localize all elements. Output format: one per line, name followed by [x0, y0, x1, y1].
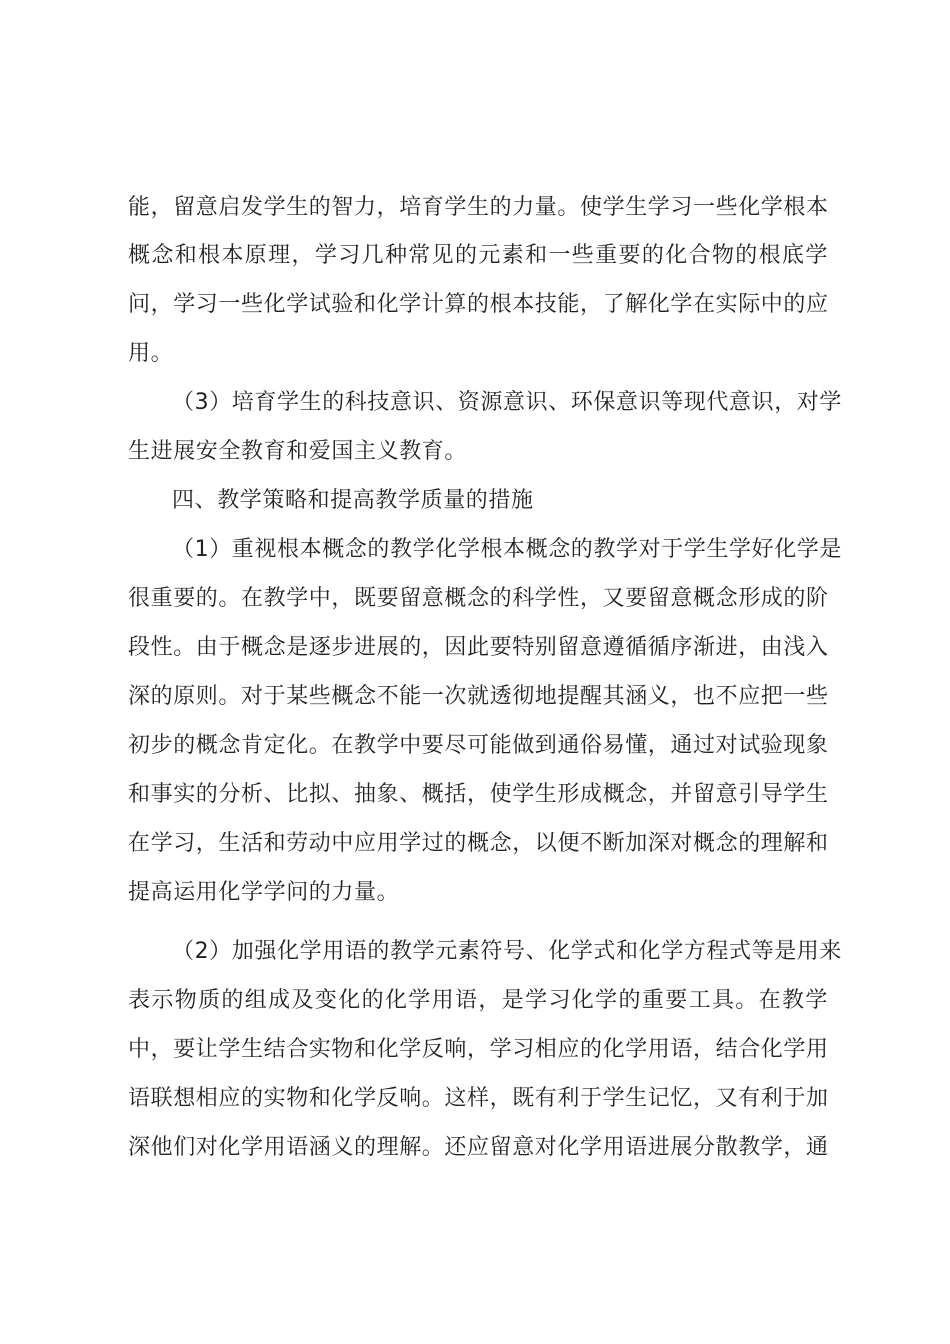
- body-text-line: 语联想相应的实物和化学反响。这样，既有利于学生记忆，又有利于加: [128, 1086, 829, 1111]
- list-item-2-line: （2）加强化学用语的教学元素符号、化学式和化学方程式等是用来: [172, 939, 842, 964]
- body-text-line: 在学习，生活和劳动中应用学过的概念，以便不断加深对概念的理解和: [128, 831, 829, 856]
- section-heading: 四、教学策略和提高教学质量的措施: [172, 488, 534, 513]
- body-text-line: 表示物质的组成及变化的化学用语，是学习化学的重要工具。在教学: [128, 988, 828, 1013]
- list-item-1-line: （1）重视根本概念的教学化学根本概念的教学对于学生学好化学是: [172, 537, 842, 562]
- body-text-line: 深他们对化学用语涵义的理解。还应留意对化学用语进展分散教学，通: [128, 1135, 829, 1160]
- body-text-line: 中，要让学生结合实物和化学反响，学习相应的化学用语，结合化学用: [128, 1037, 829, 1062]
- body-text-line: 和事实的分析、比拟、抽象、概括，使学生形成概念，并留意引导学生: [128, 782, 829, 807]
- body-text-line: 段性。由于概念是逐步进展的，因此要特别留意遵循循序渐进，由浅入: [128, 635, 829, 660]
- body-text-line: 深的原则。对于某些概念不能一次就透彻地提醒其涵义，也不应把一些: [128, 684, 829, 709]
- body-text-line: 概念和根本原理，学习几种常见的元素和一些重要的化合物的根底学: [128, 243, 828, 268]
- body-text-line: 很重要的。在教学中，既要留意概念的科学性，又要留意概念形成的阶: [128, 586, 829, 611]
- body-text-line: 初步的概念肯定化。在教学中要尽可能做到通俗易懂，通过对试验现象: [128, 733, 829, 758]
- body-text-line: 能，留意启发学生的智力，培育学生的力量。使学生学习一些化学根本: [128, 195, 829, 220]
- body-text-line: 生进展安全教育和爱国主义教育。: [128, 439, 468, 464]
- body-text-line: 用。: [128, 341, 174, 366]
- body-text-line: 提高运用化学学问的力量。: [128, 880, 400, 905]
- list-item-3-line: （3）培育学生的科技意识、资源意识、环保意识等现代意识，对学: [172, 390, 842, 415]
- body-text-line: 问，学习一些化学试验和化学计算的根本技能，了解化学在实际中的应: [128, 292, 829, 317]
